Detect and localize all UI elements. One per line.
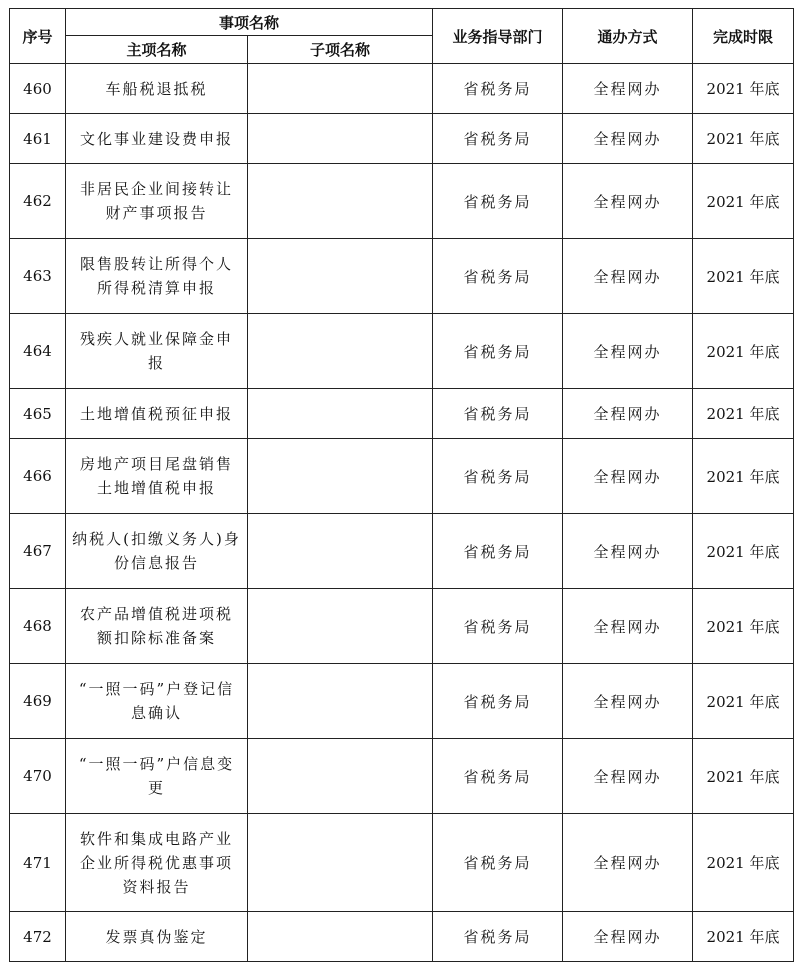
row-method: 全程网办: [563, 589, 693, 664]
row-method: 全程网办: [563, 314, 693, 389]
header-main-item: 主项名称: [66, 36, 248, 64]
table-row: [10, 439, 794, 514]
row-main-item: 发票真伪鉴定: [66, 912, 248, 962]
row-department: 省税务局: [433, 389, 563, 439]
row-main-item: 房地产项目尾盘销售土地增值税申报: [66, 439, 248, 514]
row-seq: 469: [10, 664, 66, 739]
row-main-item: 纳税人(扣缴义务人)身份信息报告: [66, 514, 248, 589]
row-deadline: 2021 年底: [693, 814, 794, 912]
row-method: 全程网办: [563, 664, 693, 739]
row-department: 省税务局: [433, 314, 563, 389]
row-sub-item: [248, 389, 433, 439]
table-row: [10, 514, 794, 589]
row-method: 全程网办: [563, 912, 693, 962]
row-main-item: 软件和集成电路产业企业所得税优惠事项资料报告: [66, 814, 248, 912]
row-main-item: 限售股转让所得个人所得税清算申报: [66, 239, 248, 314]
row-main-item: 车船税退抵税: [66, 64, 248, 114]
row-deadline: 2021 年底: [693, 514, 794, 589]
row-deadline: 2021 年底: [693, 664, 794, 739]
row-main-item: “一照一码”户信息变更: [66, 739, 248, 814]
row-seq: 466: [10, 439, 66, 514]
row-seq: 463: [10, 239, 66, 314]
row-deadline: 2021 年底: [693, 389, 794, 439]
row-department: 省税务局: [433, 912, 563, 962]
row-seq: 460: [10, 64, 66, 114]
row-deadline: 2021 年底: [693, 912, 794, 962]
row-seq: 467: [10, 514, 66, 589]
row-department: 省税务局: [433, 589, 563, 664]
table-row: [10, 114, 794, 164]
row-seq: 471: [10, 814, 66, 912]
row-department: 省税务局: [433, 164, 563, 239]
row-method: 全程网办: [563, 64, 693, 114]
row-deadline: 2021 年底: [693, 164, 794, 239]
row-main-item: 农产品增值税进项税额扣除标准备案: [66, 589, 248, 664]
row-sub-item: [248, 814, 433, 912]
header-department: 业务指导部门: [433, 9, 563, 64]
row-sub-item: [248, 739, 433, 814]
row-seq: 470: [10, 739, 66, 814]
row-seq: 465: [10, 389, 66, 439]
row-method: 全程网办: [563, 114, 693, 164]
row-main-item: 文化事业建设费申报: [66, 114, 248, 164]
row-main-item: “一照一码”户登记信息确认: [66, 664, 248, 739]
row-sub-item: [248, 239, 433, 314]
row-department: 省税务局: [433, 514, 563, 589]
row-sub-item: [248, 164, 433, 239]
table-row: [10, 164, 794, 239]
row-main-item: 残疾人就业保障金申报: [66, 314, 248, 389]
table-header: [10, 9, 794, 64]
row-department: 省税务局: [433, 739, 563, 814]
row-seq: 462: [10, 164, 66, 239]
row-method: 全程网办: [563, 239, 693, 314]
row-seq: 472: [10, 912, 66, 962]
table-row: [10, 589, 794, 664]
row-deadline: 2021 年底: [693, 239, 794, 314]
row-main-item: 土地增值税预征申报: [66, 389, 248, 439]
row-method: 全程网办: [563, 514, 693, 589]
row-department: 省税务局: [433, 64, 563, 114]
row-deadline: 2021 年底: [693, 589, 794, 664]
row-department: 省税务局: [433, 239, 563, 314]
table-row: [10, 314, 794, 389]
row-sub-item: [248, 664, 433, 739]
row-sub-item: [248, 912, 433, 962]
row-method: 全程网办: [563, 814, 693, 912]
row-sub-item: [248, 514, 433, 589]
row-deadline: 2021 年底: [693, 64, 794, 114]
row-sub-item: [248, 439, 433, 514]
row-deadline: 2021 年底: [693, 314, 794, 389]
row-sub-item: [248, 64, 433, 114]
table-row: [10, 389, 794, 439]
header-method: 通办方式: [563, 9, 693, 64]
row-sub-item: [248, 589, 433, 664]
row-department: 省税务局: [433, 814, 563, 912]
row-main-item: 非居民企业间接转让财产事项报告: [66, 164, 248, 239]
row-seq: 461: [10, 114, 66, 164]
table-row: [10, 239, 794, 314]
row-seq: 464: [10, 314, 66, 389]
table-row: [10, 739, 794, 814]
row-sub-item: [248, 114, 433, 164]
row-method: 全程网办: [563, 164, 693, 239]
row-method: 全程网办: [563, 739, 693, 814]
row-deadline: 2021 年底: [693, 739, 794, 814]
row-method: 全程网办: [563, 389, 693, 439]
row-department: 省税务局: [433, 114, 563, 164]
table-row: [10, 912, 794, 962]
row-method: 全程网办: [563, 439, 693, 514]
table-row: [10, 64, 794, 114]
row-deadline: 2021 年底: [693, 439, 794, 514]
row-department: 省税务局: [433, 439, 563, 514]
table-row: [10, 814, 794, 912]
row-deadline: 2021 年底: [693, 114, 794, 164]
header-seq: 序号: [10, 9, 66, 64]
row-sub-item: [248, 314, 433, 389]
header-item-name: 事项名称: [66, 9, 433, 36]
header-sub-item: 子项名称: [248, 36, 433, 64]
row-seq: 468: [10, 589, 66, 664]
row-department: 省税务局: [433, 664, 563, 739]
header-deadline: 完成时限: [693, 9, 794, 64]
table-body: [10, 64, 794, 962]
table-row: [10, 664, 794, 739]
matters-table: [9, 8, 794, 962]
